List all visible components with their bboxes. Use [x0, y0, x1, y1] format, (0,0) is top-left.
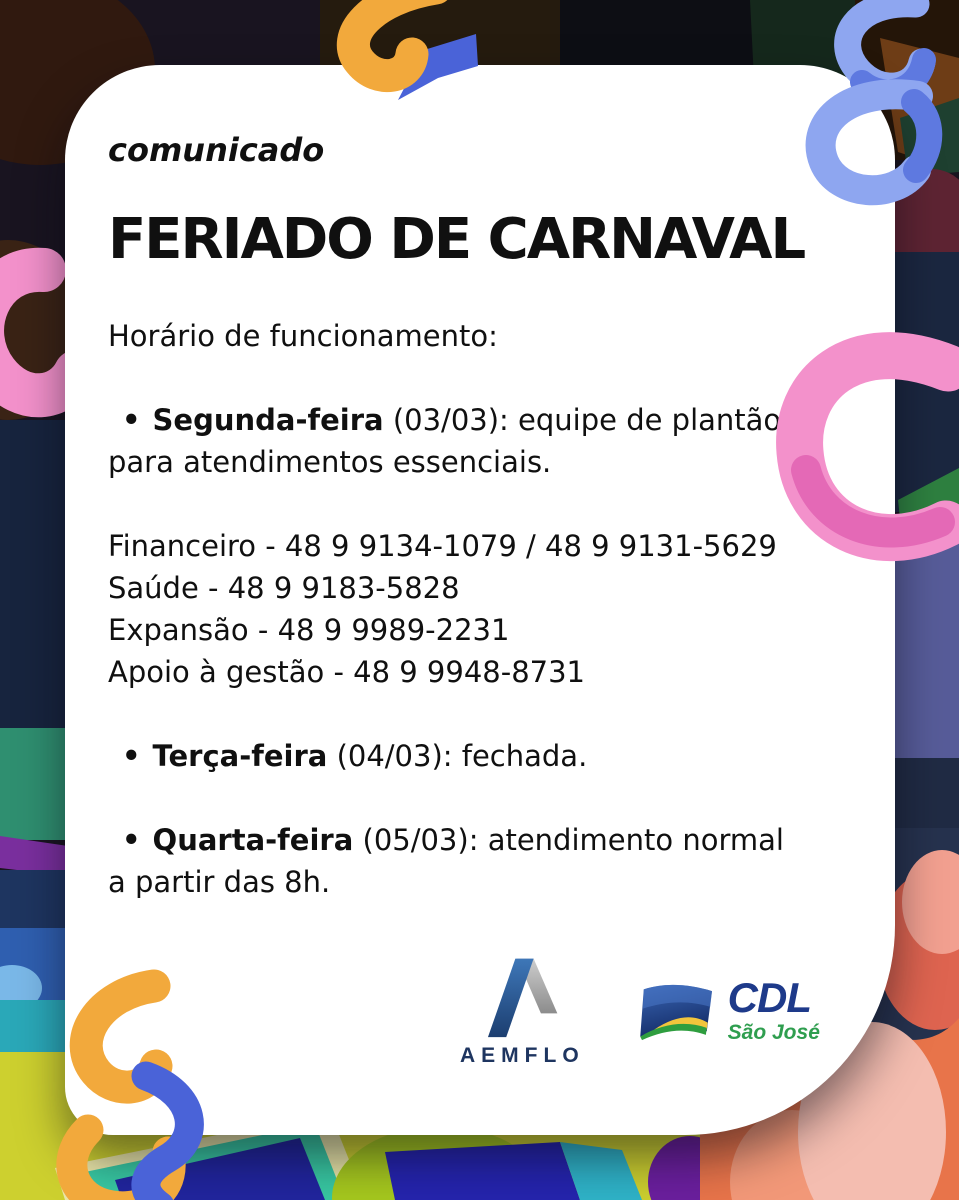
schedule-day: Terça-feira	[152, 739, 328, 773]
schedule-detail: (03/03): equipe de plantão	[392, 403, 782, 437]
aemflo-logo-icon	[469, 955, 569, 1039]
schedule-detail-wrap: para atendimentos essenciais.	[108, 445, 552, 479]
cdl-logo-text	[727, 974, 820, 1044]
bullet-icon: •	[122, 403, 141, 437]
logos-row	[460, 955, 820, 1068]
aemflo-logo	[460, 955, 585, 1068]
schedule-detail-wrap: a partir das 8h.	[108, 865, 331, 899]
kicker-text: comunicado	[108, 131, 325, 169]
bullet-icon: •	[122, 823, 141, 857]
cdl-logo-label: CDL	[727, 974, 811, 1021]
aemflo-logo-label: AEMFLO	[460, 1044, 585, 1067]
contact-line-financeiro: Financeiro - 48 9 9134-1079 / 48 9 9131-5629	[108, 529, 777, 563]
schedule-item-quarta	[108, 819, 851, 903]
cdl-logo-sublabel: São José	[727, 1021, 820, 1044]
schedule-detail: (05/03): atendimento normal	[362, 823, 784, 857]
page-title: FERIADO DE CARNAVAL	[108, 207, 805, 272]
schedule-item-terca	[108, 735, 851, 777]
schedule-day: Segunda-feira	[152, 403, 384, 437]
contact-line-apoio: Apoio à gestão - 48 9 9948-8731	[108, 655, 585, 689]
contact-line-expansao: Expansão - 48 9 9989-2231	[108, 613, 510, 647]
schedule-detail: (04/03): fechada.	[336, 739, 588, 773]
contact-line-saude: Saúde - 48 9 9183-5828	[108, 571, 460, 605]
schedule-item-segunda	[108, 399, 851, 483]
intro-text: Horário de funcionamento:	[108, 319, 498, 353]
schedule-day: Quarta-feira	[152, 823, 354, 857]
contact-list	[108, 525, 851, 693]
bullet-icon: •	[122, 739, 141, 773]
cdl-logo	[635, 974, 820, 1044]
announcement-card	[65, 65, 895, 1135]
cdl-logo-icon	[635, 982, 719, 1044]
